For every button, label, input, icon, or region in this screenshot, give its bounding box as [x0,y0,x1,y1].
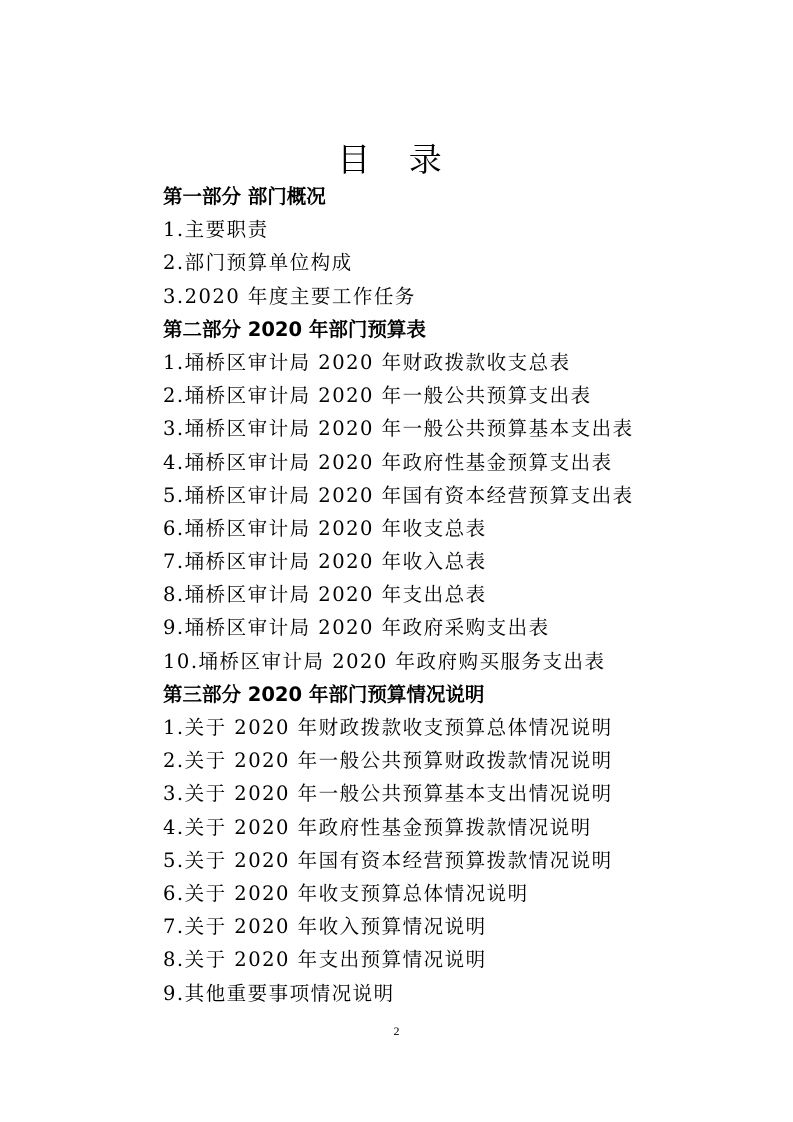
toc-item: 9.其他重要事项情况说明 [163,981,395,1005]
toc-item: 8.关于 2020 年支出预算情况说明 [163,948,487,972]
toc-item: 2.关于 2020 年一般公共预算财政拨款情况说明 [163,749,613,773]
toc-item: 5.埇桥区审计局 2020 年国有资本经营预算支出表 [163,483,634,507]
toc-item: 3.关于 2020 年一般公共预算基本支出情况说明 [163,782,613,806]
toc-item: 9.埇桥区审计局 2020 年政府采购支出表 [163,616,550,640]
toc-item: 8.埇桥区审计局 2020 年支出总表 [163,583,487,607]
toc-item: 7.关于 2020 年收入预算情况说明 [163,915,487,939]
page-number: 2 [393,1024,400,1038]
toc-item: 7.埇桥区审计局 2020 年收入总表 [163,550,487,574]
toc-item: 10.埇桥区审计局 2020 年政府购买服务支出表 [163,649,606,673]
toc-item: 1.主要职责 [163,218,269,242]
table-of-contents [163,180,634,1010]
toc-item: 3.埇桥区审计局 2020 年一般公共预算基本支出表 [163,417,634,441]
toc-item: 2.埇桥区审计局 2020 年一般公共预算支出表 [163,384,592,408]
section-heading-2: 第二部分 2020 年部门预算表 [163,317,426,341]
toc-item: 5.关于 2020 年国有资本经营预算拨款情况说明 [163,848,613,872]
page-title: 目 录 [337,140,456,179]
toc-item: 3.2020 年度主要工作任务 [163,284,416,308]
section-heading-3: 第三部分 2020 年部门预算情况说明 [163,682,485,706]
toc-item: 6.埇桥区审计局 2020 年收支总表 [163,516,487,540]
toc-item: 4.关于 2020 年政府性基金预算拨款情况说明 [163,815,592,839]
toc-item: 1.埇桥区审计局 2020 年财政拨款收支总表 [163,350,571,374]
toc-item: 1.关于 2020 年财政拨款收支预算总体情况说明 [163,716,613,739]
toc-item: 2.部门预算单位构成 [163,251,353,275]
section-heading-1: 第一部分 部门概况 [163,185,326,208]
toc-item: 6.关于 2020 年收支预算总体情况说明 [163,881,529,905]
toc-item: 4.埇桥区审计局 2020 年政府性基金预算支出表 [163,450,613,474]
